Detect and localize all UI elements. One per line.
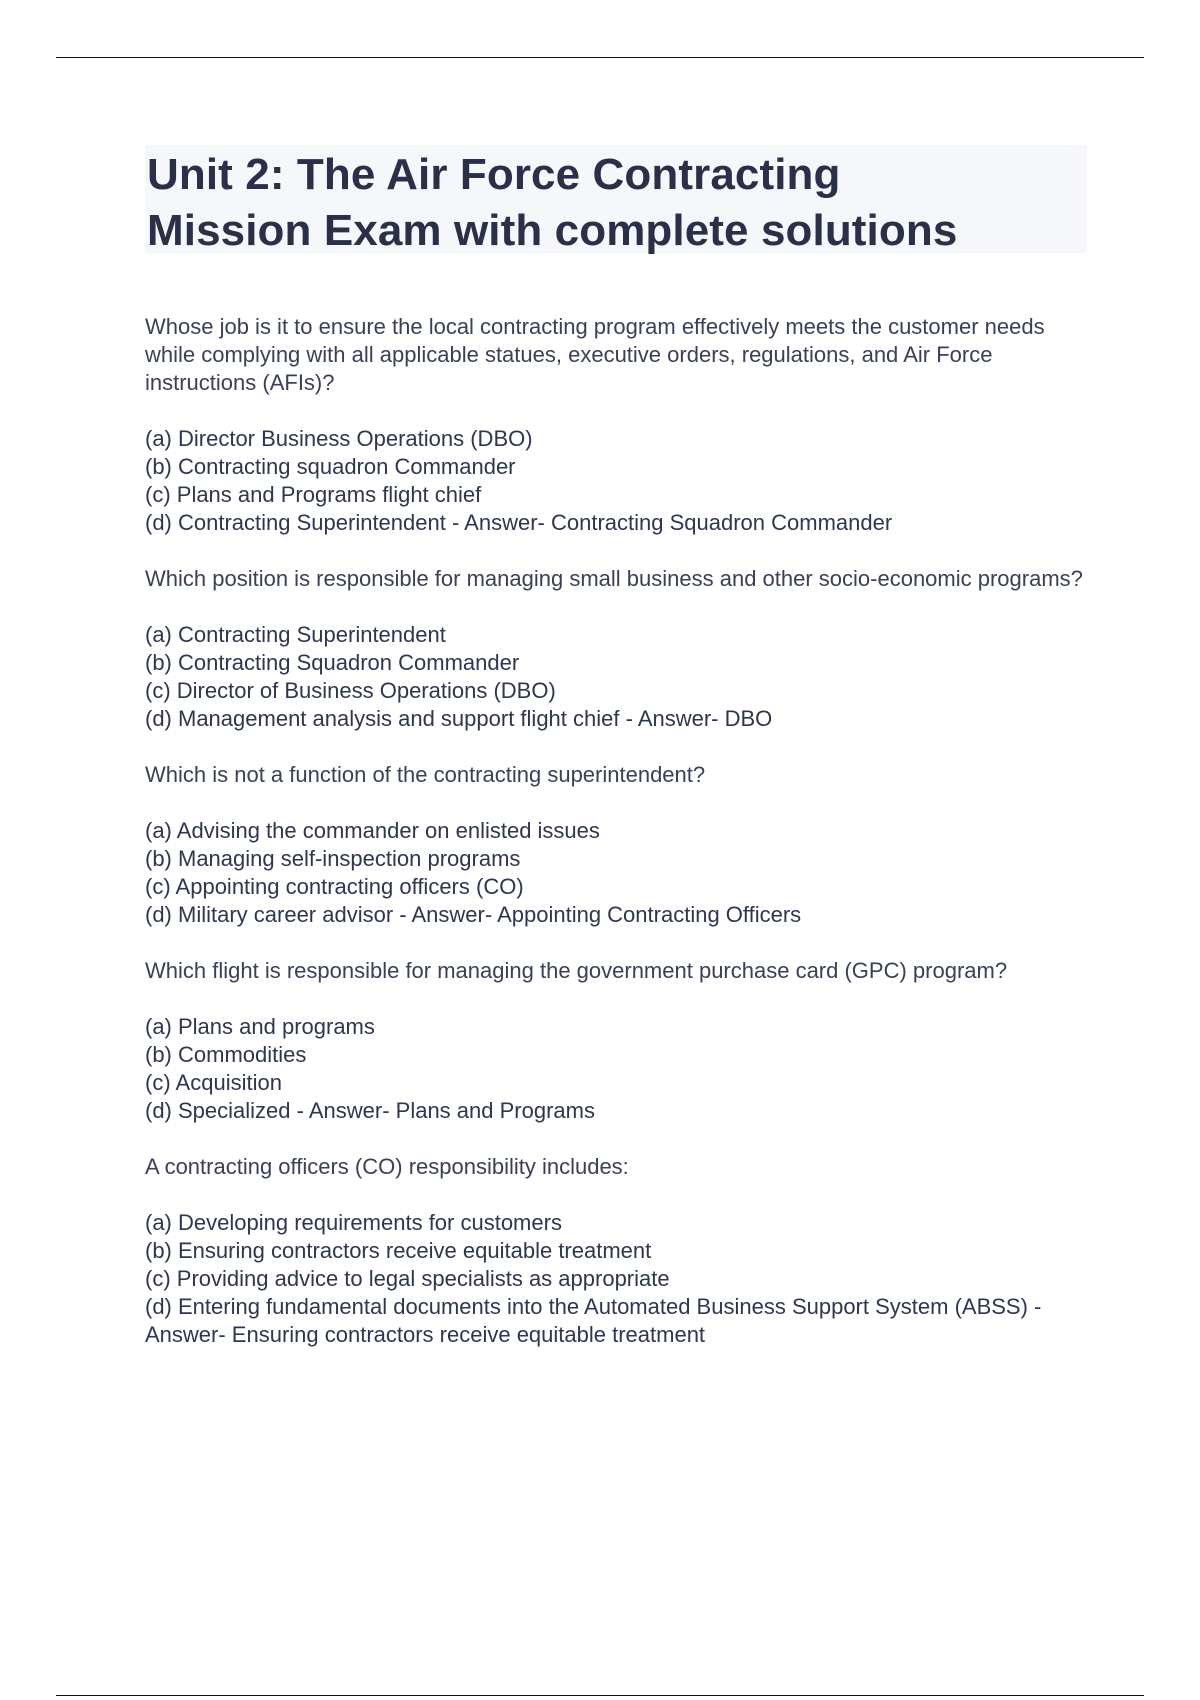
option-d-with-answer: (d) Contracting Superintendent - Answer- Contracting Squadron Commander	[145, 510, 893, 535]
option-a: (a) Plans and programs	[145, 1014, 375, 1039]
option-b: (b) Commodities	[145, 1042, 307, 1067]
option-c: (c) Providing advice to legal specialists as appropriate	[145, 1266, 670, 1291]
option-a: (a) Contracting Superintendent	[145, 622, 446, 647]
answer-options	[145, 1209, 1090, 1349]
option-c: (c) Acquisition	[145, 1070, 282, 1095]
option-d-with-answer: (d) Military career advisor - Answer- Appointing Contracting Officers	[145, 902, 802, 927]
answer-options	[145, 621, 1090, 733]
option-c: (c) Appointing contracting officers (CO)	[145, 874, 524, 899]
option-b: (b) Contracting Squadron Commander	[145, 650, 520, 675]
option-c: (c) Plans and Programs flight chief	[145, 482, 482, 507]
question-text: A contracting officers (CO) responsibility includes:	[145, 1154, 629, 1179]
title-block	[145, 145, 1087, 253]
title-line-1: Unit 2: The Air Force Contracting	[147, 150, 841, 199]
document-title	[147, 147, 1085, 259]
question-item	[145, 1153, 1090, 1349]
option-d-with-answer: (d) Entering fundamental documents into the Automated Business Support System (ABSS) - Answer- Ensuring contractors receive equitable treatment	[145, 1294, 1042, 1347]
answer-options	[145, 817, 1090, 929]
option-a: (a) Director Business Operations (DBO)	[145, 426, 533, 451]
answer-options	[145, 425, 1090, 537]
question-text: Whose job is it to ensure the local contracting program effectively meets the customer needs while complying with all applicable statues, executive orders, regulations, and Air Force instructions (AFIs)?	[145, 314, 1045, 395]
question-item	[145, 957, 1090, 1125]
option-b: (b) Managing self-inspection programs	[145, 846, 521, 871]
option-a: (a) Developing requirements for customers	[145, 1210, 562, 1235]
document-content	[145, 145, 1090, 1377]
option-b: (b) Contracting squadron Commander	[145, 454, 516, 479]
option-a: (a) Advising the commander on enlisted issues	[145, 818, 600, 843]
option-d-with-answer: (d) Management analysis and support flight chief - Answer- DBO	[145, 706, 773, 731]
option-c: (c) Director of Business Operations (DBO)	[145, 678, 556, 703]
question-text: Which is not a function of the contracting superintendent?	[145, 762, 706, 787]
question-text: Which flight is responsible for managing the government purchase card (GPC) program?	[145, 958, 1008, 983]
question-item	[145, 565, 1090, 733]
question-list	[145, 313, 1090, 1349]
answer-options	[145, 1013, 1090, 1125]
page-top-rule	[56, 57, 1144, 58]
title-line-2: Mission Exam with complete solutions	[147, 206, 958, 255]
page-bottom-rule	[56, 1695, 1144, 1696]
question-item	[145, 761, 1090, 929]
question-item	[145, 313, 1090, 537]
question-text: Which position is responsible for managing small business and other socio-economic programs?	[145, 566, 1083, 591]
option-d-with-answer: (d) Specialized - Answer- Plans and Programs	[145, 1098, 595, 1123]
option-b: (b) Ensuring contractors receive equitable treatment	[145, 1238, 652, 1263]
